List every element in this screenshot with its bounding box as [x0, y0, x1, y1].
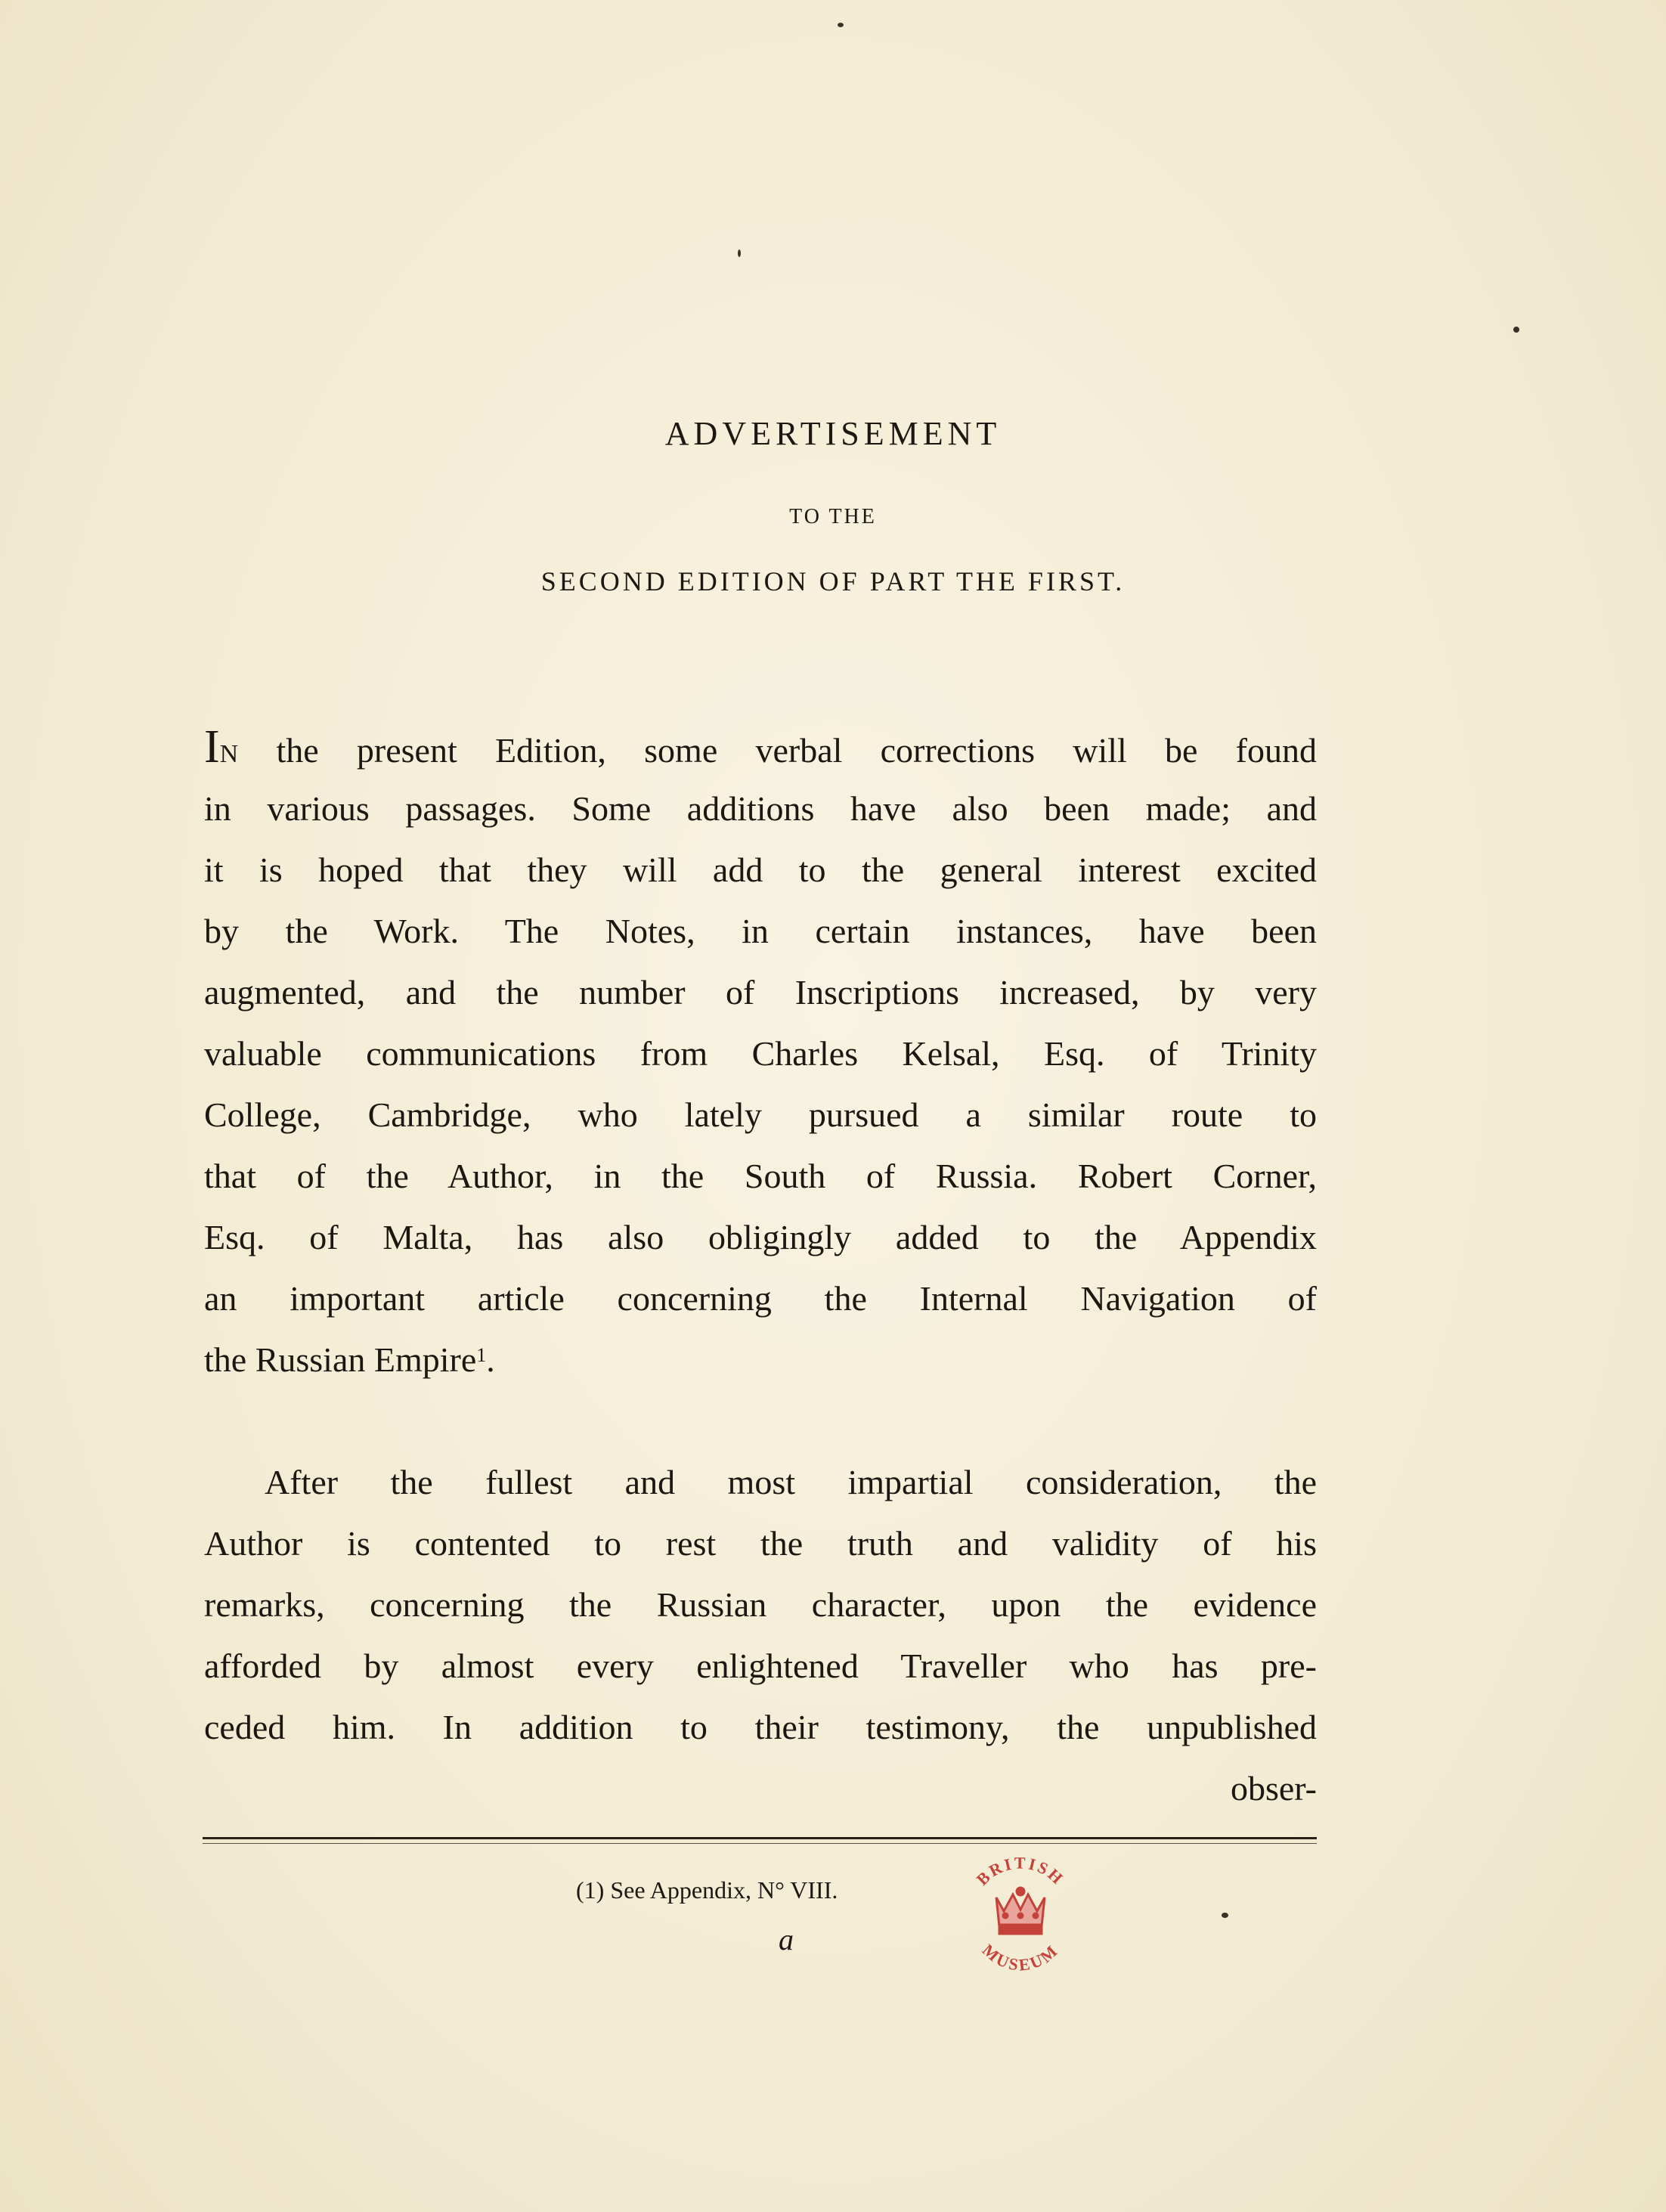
paragraph-2 [204, 1451, 1317, 1819]
paragraph-1-line: that of the Author, in the South of Russia. Robert Corner, [204, 1157, 1317, 1195]
footnote: (1) See Appendix, N° VIII. [576, 1876, 838, 1904]
paragraph-1 [204, 717, 1317, 1390]
paragraph-1-line: by the Work. The Notes, in certain instances, have been [204, 912, 1317, 950]
british-museum-stamp [960, 1843, 1081, 1979]
drop-cap: I [204, 721, 220, 773]
page-speck [1513, 327, 1519, 333]
signature-mark: a [779, 1922, 794, 1956]
paragraph-1-line: Esq. of Malta, has also obligingly added to the Appendix [204, 1218, 1317, 1256]
line-ending: . [486, 1340, 495, 1379]
page-speck [1222, 1913, 1228, 1918]
stamp-bottom-text: MUSEUM [978, 1940, 1063, 1975]
footnote-rule [203, 1837, 1317, 1839]
subtitle-edition: SECOND EDITION OF PART THE FIRST. [540, 566, 1126, 596]
catchword: obser- [1230, 1769, 1317, 1808]
paragraph-2-line: afforded by almost every enlightened Traveller who has pre- [204, 1647, 1317, 1685]
paragraph-2-line: After the fullest and most impartial consideration, the [265, 1463, 1317, 1501]
paragraph-1-line [204, 1329, 1317, 1390]
paragraph-1-line: an important article concerning the Internal Navigation of [204, 1279, 1317, 1318]
paragraph-1-line [204, 717, 1317, 778]
stamp-top-text: BRITISH [972, 1853, 1069, 1889]
crown-icon [996, 1888, 1045, 1934]
subtitle-to-the: TO THE [789, 505, 877, 528]
paragraph-2-line: remarks, concerning the Russian character, upon the evidence [204, 1585, 1317, 1624]
line-text: the present Edition, some verbal corrections will be found [238, 731, 1317, 770]
page-speck [838, 23, 844, 27]
paragraph-1-line: College, Cambridge, who lately pursued a similar route to [204, 1095, 1317, 1134]
line-text: the Russian Empire [204, 1340, 477, 1379]
small-cap: N [219, 740, 239, 768]
footnote-reference[interactable]: 1 [476, 1344, 487, 1366]
paragraph-1-line: valuable communications from Charles Kelsal, Esq. of Trinity [204, 1034, 1317, 1073]
paragraph-2-line: ceded him. In addition to their testimony, the unpublished [204, 1708, 1317, 1746]
paragraph-2-line: Author is contented to rest the truth and validity of his [204, 1524, 1317, 1563]
paragraph-1-line: it is hoped that they will add to the general interest excited [204, 850, 1317, 889]
page-speck [738, 249, 741, 257]
paragraph-1-line: in various passages. Some additions have also been made; and [204, 789, 1317, 828]
page-title: ADVERTISEMENT [664, 415, 1002, 452]
footnote-rule-thin [203, 1843, 1317, 1844]
paragraph-1-line: augmented, and the number of Inscriptions increased, by very [204, 973, 1317, 1012]
